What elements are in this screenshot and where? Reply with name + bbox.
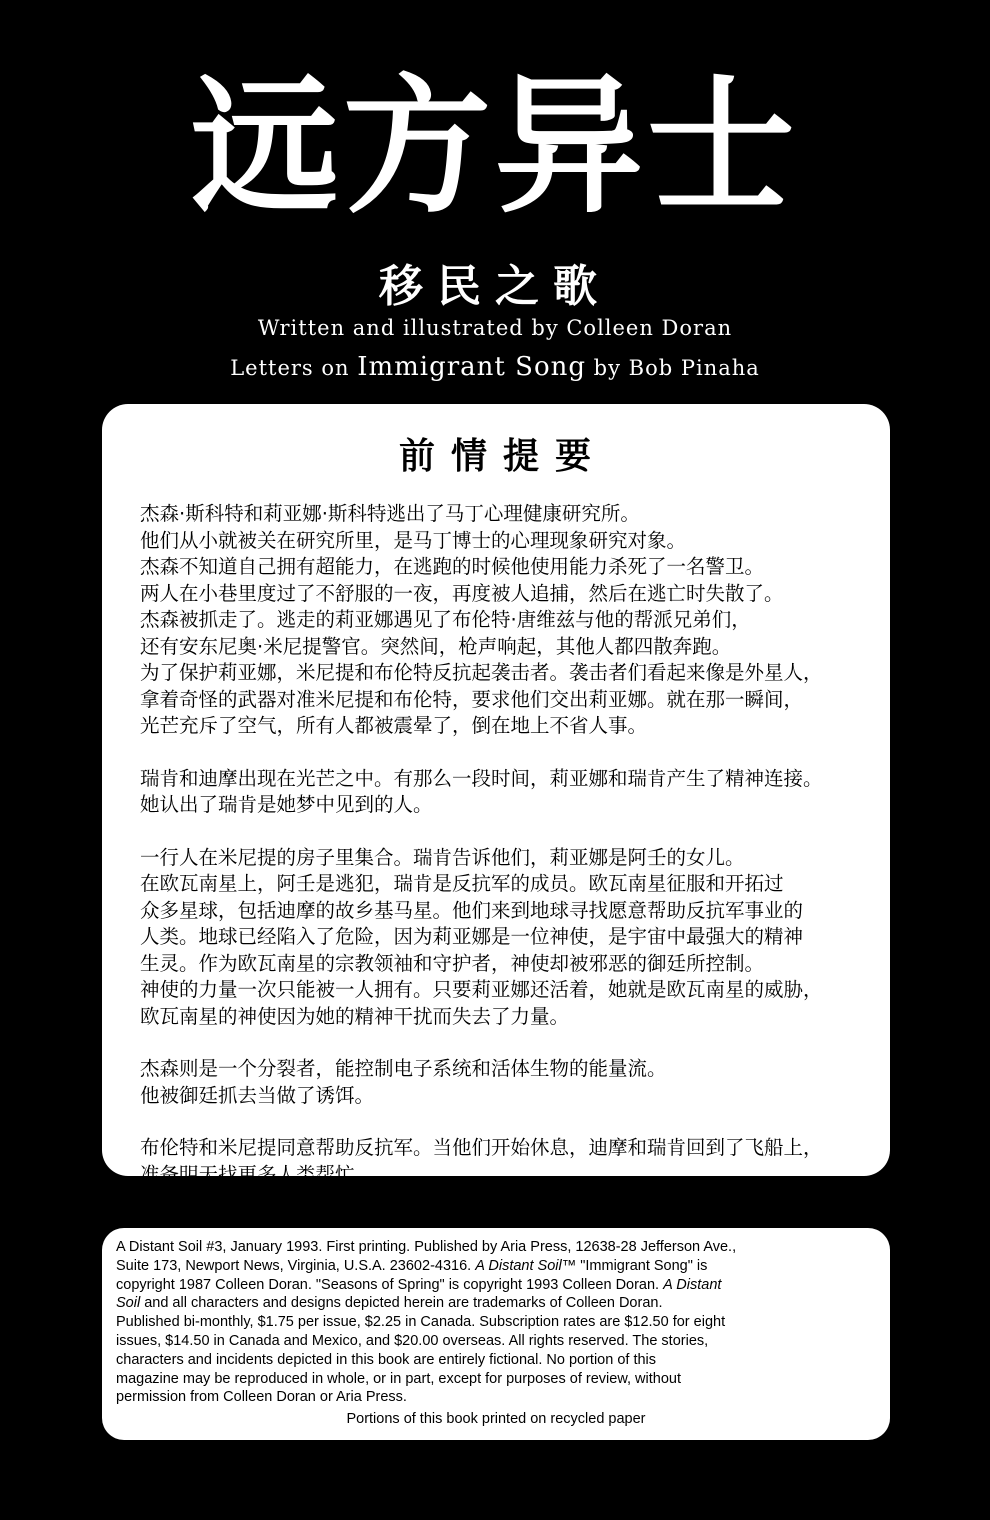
legal-title-italic: Soil — [116, 1295, 141, 1312]
synopsis-line: 在欧瓦南星上，阿壬是逃犯，瑞肯是反抗军的成员。欧瓦南星征服和开拓过 — [140, 872, 784, 895]
legal-box — [102, 1228, 890, 1440]
recycled-paper-note: Portions of this book printed on recycled paper — [346, 1411, 646, 1428]
synopsis-box — [102, 404, 890, 1186]
subtitle: 移民之歌 — [379, 261, 611, 312]
legal-line: characters and incidents depicted in this book are entirely fictional. No portion of this — [116, 1351, 657, 1368]
credit-letters-prefix: Letters on — [230, 356, 358, 380]
synopsis-paragraph-2 — [140, 766, 866, 819]
legal-line: issues, $14.50 in Canada and Mexico, and $20.00 overseas. All rights reserved. The stories, — [116, 1332, 709, 1349]
synopsis-paragraph-1 — [140, 501, 866, 740]
credit-written-by: Written and illustrated by Colleen Doran — [257, 316, 733, 340]
legal-line: permission from Colleen Doran or Aria Press. — [116, 1389, 407, 1406]
legal-line: magazine may be reproduced in whole, or in part, except for purposes of review, without — [116, 1370, 681, 1387]
synopsis-line: 瑞肯和迪摩出现在光芒之中。有那么一段时间，莉亚娜和瑞肯产生了精神连接。 — [140, 766, 823, 790]
synopsis-line: 一行人在米尼提的房子里集合。瑞肯告诉他们，莉亚娜是阿壬的女儿。 — [140, 845, 745, 869]
legal-line — [116, 1257, 876, 1276]
synopsis-line: 还有安东尼奥·米尼提警官。突然间，枪声响起，其他人都四散奔跑。 — [140, 634, 732, 658]
synopsis-line: 杰森不知道自己拥有超能力，在逃跑的时候他使用能力杀死了一名警卫。 — [140, 555, 765, 578]
synopsis-line: 光芒充斥了空气，所有人都被震晕了，倒在地上不省人事。 — [140, 714, 648, 737]
synopsis-line: 欧瓦南星的神使因为她的精神干扰而失去了力量。 — [140, 1004, 570, 1028]
legal-title-italic: A Distant — [663, 1276, 722, 1293]
synopsis-paragraph-4 — [140, 1056, 866, 1109]
legal-line: A Distant Soil #3, January 1993. First printing. Published by Aria Press, 12638-28 Jefferson Ave., — [116, 1239, 737, 1255]
synopsis-line: 准备明天找更多人类帮忙。 — [140, 1162, 375, 1186]
legal-text: ™ "Immigrant Song" is — [561, 1257, 708, 1274]
synopsis-paragraph-5 — [140, 1135, 866, 1188]
legal-text: copyright 1987 Colleen Doran. "Seasons of Spring" is copyright 1993 Colleen Doran. — [116, 1276, 664, 1293]
synopsis-line: 人类。地球已经陷入了危险，因为莉亚娜是一位神使，是宇宙中最强大的精神 — [140, 925, 804, 948]
synopsis-heading: 前情提要 — [398, 436, 607, 477]
credit-letters-by — [0, 352, 990, 382]
synopsis-line: 生灵。作为欧瓦南星的宗教领袖和守护者，神使却被邪恶的御廷所控制。 — [140, 951, 765, 975]
synopsis-line: 布伦特和米尼提同意帮助反抗军。当他们开始休息，迪摩和瑞肯回到了飞船上， — [140, 1136, 823, 1159]
legal-title-italic: A Distant Soil — [475, 1257, 562, 1274]
synopsis-line: 杰森则是一个分裂者，能控制电子系统和活体生物的能量流。 — [140, 1057, 667, 1080]
synopsis-line: 众多星球，包括迪摩的故乡基马星。他们来到地球寻找愿意帮助反抗军事业的 — [140, 898, 804, 922]
synopsis-line: 两人在小巷里度过了不舒服的一夜，再度被人追捕，然后在逃亡时失散了。 — [140, 581, 784, 605]
legal-line — [116, 1294, 876, 1313]
legal-text: Suite 173, Newport News, Virginia, U.S.A. 23602-4316. — [116, 1257, 476, 1274]
legal-line: Published bi-monthly, $1.75 per issue, $2.25 in Canada. Subscription rates are $12.50 for eight — [116, 1314, 726, 1331]
synopsis-line: 他被御廷抓去当做了诱饵。 — [140, 1083, 375, 1107]
synopsis-line: 神使的力量一次只能被一人拥有。只要莉亚娜还活着，她就是欧瓦南星的威胁， — [140, 978, 823, 1001]
legal-text: and all characters and designs depicted herein are trademarks of Colleen Doran. — [140, 1295, 663, 1312]
synopsis-line: 为了保护莉亚娜，米尼提和布伦特反抗起袭击者。袭击者们看起来像是外星人， — [140, 661, 823, 684]
synopsis-line: 他们从小就被关在研究所里，是马丁博士的心理现象研究对象。 — [140, 528, 687, 552]
synopsis-line: 杰森·斯科特和莉亚娜·斯科特逃出了马丁心理健康研究所。 — [140, 502, 640, 525]
credit-letters-suffix: by Bob Pinaha — [586, 356, 760, 380]
synopsis-paragraph-3 — [140, 845, 866, 1031]
synopsis-line: 拿着奇怪的武器对准米尼提和布伦特，要求他们交出莉亚娜。就在那一瞬间， — [140, 687, 804, 711]
synopsis-line: 杰森被抓走了。逃走的莉亚娜遇见了布伦特·唐维兹与他的帮派兄弟们， — [140, 608, 751, 631]
main-title: 远方异士 — [191, 59, 799, 233]
credit-story-title: Immigrant Song — [357, 352, 586, 382]
synopsis-line: 她认出了瑞肯是她梦中见到的人。 — [140, 793, 433, 816]
legal-line — [116, 1276, 876, 1295]
